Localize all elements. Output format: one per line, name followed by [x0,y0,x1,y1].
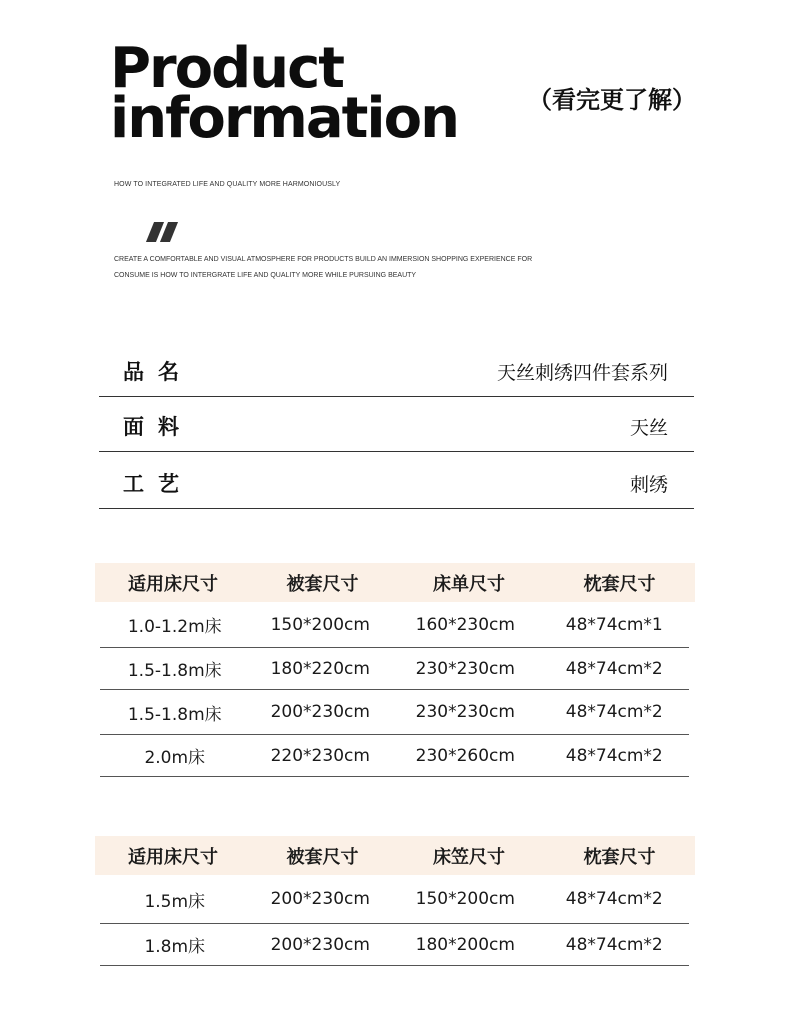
table-cell: 200*230cm [270,702,370,722]
header-cell: 枕套尺寸 [583,846,656,868]
table-cell: 2.0m床 [144,748,206,768]
table-cell: 230*230cm [415,702,515,722]
description: CREATE A COMFORTABLE AND VISUAL ATMOSPHERE FOR PRODUCTS BUILD AN IMMERSION SHOPPING EXPERIENCE FOR CONSUME IS HOW TO INTERGRATE LIFE AND QUALITY MORE WHILE PURSUING BEAUTY [114,256,533,279]
table-cell: 180*200cm [415,934,515,955]
table-cell: 220*230cm [270,745,370,766]
spec-row-fabric [99,395,694,452]
table-header [95,836,695,875]
table-cell: 1.8m床 [144,937,206,957]
table-cell: 230*230cm [415,658,515,679]
table-cell: 48*74cm*2 [565,745,663,766]
table-cell: 48*74cm*2 [565,889,663,909]
spec-label: 工艺 [123,472,193,496]
table-cell: 1.0-1.2m床 [127,617,222,637]
spec-row-craft [99,452,694,509]
header-cell: 被套尺寸 [286,846,359,868]
page-subtitle: （看完更了解） [528,86,696,114]
table-row [100,690,689,735]
spec-label: 品名 [123,360,193,384]
spec-value: 天丝刺绣四件套系列 [496,362,668,384]
header-cell: 床笠尺寸 [433,846,505,868]
table-row [100,602,689,648]
table-cell: 1.5-1.8m床 [127,661,222,681]
table-header [95,563,695,602]
header-cell: 被套尺寸 [286,573,359,595]
spec-value: 天丝 [629,417,668,439]
table-cell: 48*74cm*2 [565,658,663,679]
size-table-1 [95,563,695,777]
page-title [110,36,458,151]
header-cell: 适用床尺寸 [128,846,218,868]
title-line-2: information [110,86,458,151]
table-cell: 1.5-1.8m床 [127,704,222,725]
table-cell: 48*74cm*2 [565,934,663,955]
header-cell: 枕套尺寸 [583,573,656,595]
table-cell: 200*230cm [270,889,370,909]
table-row [100,735,689,777]
title-line-1: Product [110,36,344,101]
table-cell: 180*220cm [270,658,370,679]
table-cell: 150*200cm [415,889,515,909]
table-row [100,648,689,690]
table-cell: 48*74cm*2 [565,702,663,722]
table-cell: 1.5m床 [144,891,206,912]
table-cell: 200*230cm [270,934,370,955]
spec-row-name [99,340,694,397]
table-cell: 150*200cm [270,614,370,635]
tagline: HOW TO INTEGRATED LIFE AND QUALITY MORE HARMONIOUSLY [114,181,341,188]
table-cell: 230*260cm [415,745,515,766]
header-cell: 床单尺寸 [433,573,505,595]
table-row [100,924,689,966]
table-cell: 48*74cm*1 [565,614,663,635]
size-table-2 [95,836,695,966]
spec-value: 刺绣 [629,474,668,496]
spec-label: 面料 [123,415,193,439]
table-cell: 160*230cm [415,614,515,635]
quote-mark-icon [146,222,178,244]
header-cell: 适用床尺寸 [128,573,218,595]
table-row [100,875,689,924]
